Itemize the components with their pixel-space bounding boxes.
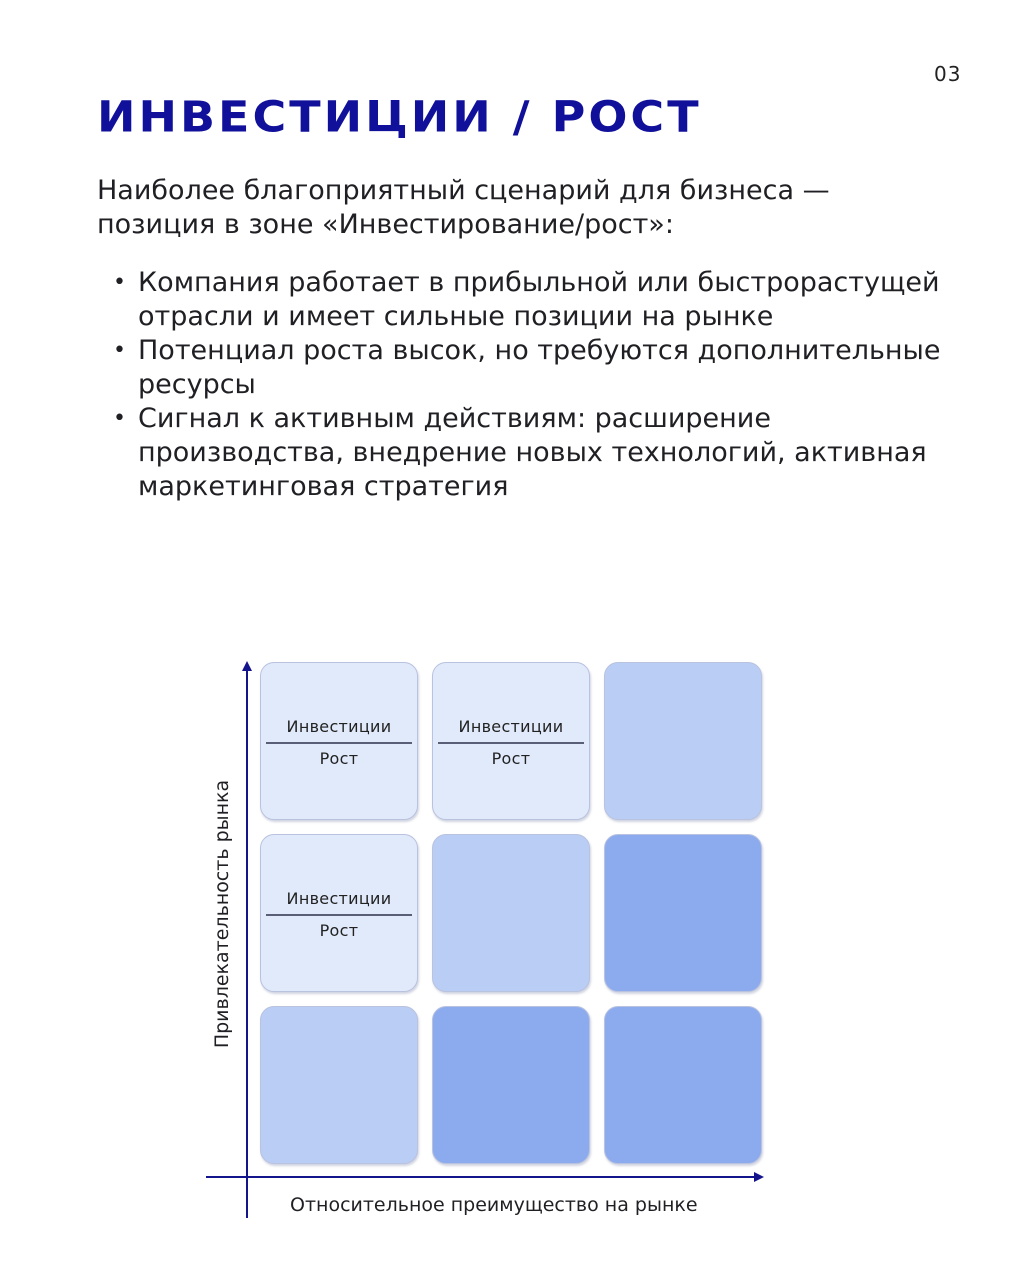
y-axis-arrow [242, 661, 252, 671]
bullet-text: Сигнал к активным действиям: расширение производства, внедрение новых технологий, активная маркетинговая стратегия [138, 403, 927, 502]
matrix-cell-r2-c3 [604, 834, 762, 992]
cell-top-label: Инвестиции [286, 889, 392, 908]
page-title: ИНВЕСТИЦИИ / РОСТ [97, 92, 702, 142]
cell-divider-line [438, 742, 584, 744]
matrix-cell-r2-c1 [260, 834, 418, 992]
bullet-dot: • [113, 338, 126, 363]
cell-bottom-label: Рост [319, 749, 359, 768]
bullet-item [97, 334, 957, 402]
matrix-cell-r1-c3 [604, 662, 762, 820]
matrix-cell-r1-c1 [260, 662, 418, 820]
page-number: 03 [934, 62, 962, 86]
matrix-cell-r3-c1 [260, 1006, 418, 1164]
matrix-cell-r1-c2 [432, 662, 590, 820]
x-axis-label: Относительное преимущество на рынке [290, 1194, 698, 1216]
bullet-list [97, 266, 957, 504]
bullet-text: Компания работает в прибыльной или быстрорастущей отрасли и имеет сильные позиции на рынке [138, 267, 940, 332]
bullet-dot: • [113, 406, 126, 431]
matrix-cell-r3-c2 [432, 1006, 590, 1164]
cell-top-label: Инвестиции [458, 717, 564, 736]
cell-top-label: Инвестиции [286, 717, 392, 736]
matrix-cell-r2-c2 [432, 834, 590, 992]
bullet-item [97, 402, 957, 504]
intro-text: Наиболее благоприятный сценарий для бизнеса — позиция в зоне «Инвестирование/рост»: [97, 175, 830, 240]
bullet-text: Потенциал роста высок, но требуются дополнительные ресурсы [138, 335, 941, 400]
bullet-dot: • [113, 270, 126, 295]
y-axis-label: Привлекательность рынка [211, 779, 233, 1049]
cell-divider-line [266, 914, 412, 916]
cell-divider-line [266, 742, 412, 744]
cell-bottom-label: Рост [491, 749, 531, 768]
bullet-item [97, 266, 957, 334]
cell-bottom-label: Рост [319, 921, 359, 940]
matrix-cell-r3-c3 [604, 1006, 762, 1164]
x-axis-arrow [754, 1172, 764, 1182]
